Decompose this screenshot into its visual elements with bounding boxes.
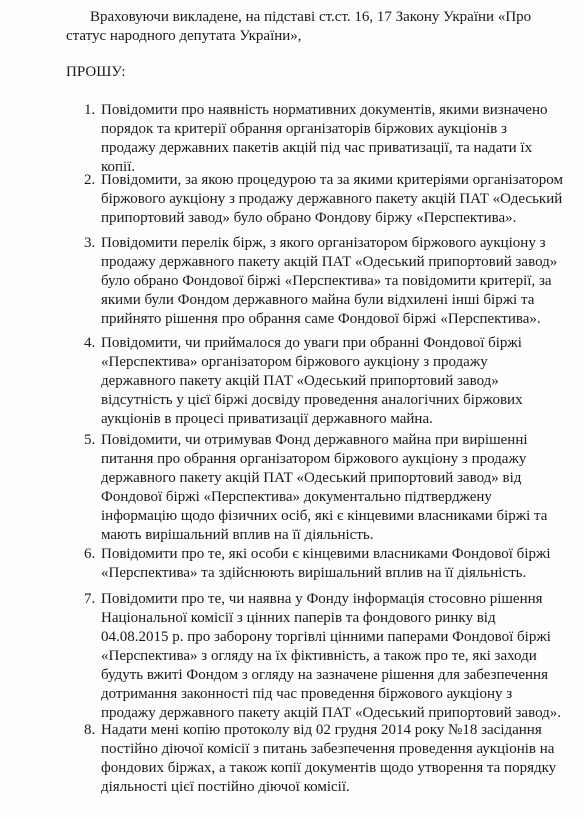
list-item-text: Повідомити, чи приймалося до уваги при обранні Фондової біржі «Перспектива» організатором біржового аукціону з продажу державного пакету акцій ПАТ «Одеський припортовий завод» відсутність у цієї біржі досвіду проведення аналогічних біржових аукціонів в процесі приватизації державного майна. <box>101 335 523 427</box>
list-item-number: 6. <box>84 546 96 562</box>
list-item-number: 7. <box>84 591 96 607</box>
list-item <box>84 590 564 723</box>
intro-paragraph: Враховуючи викладене, на підставі ст.ст. 16, 17 Закону України «Про статус народного депутата України», <box>66 9 532 44</box>
list-item <box>84 721 564 797</box>
request-heading: ПРОШУ: <box>66 64 126 80</box>
list-item-text: Повідомити про те, чи наявна у Фонду інформація стосовно рішення Національної комісії з цінних паперів та фондового ринку від 04.08.2015 р. про заборону торгівлі цінними паперами Фондової біржі «Перспектива» з огляду на їх фіктивність, а також про те, які заходи будуть вжиті Фондом з огляду на зазначене рішення для забезпечення дотримання законності під час проведення біржового аукціону з продажу державного пакету акцій ПАТ «Одеський припортовий завод». <box>101 591 562 721</box>
list-item-number: 8. <box>84 722 96 738</box>
list-item-number: 2. <box>84 172 96 188</box>
list-item-text: Повідомити перелік бірж, з якого організатором біржового аукціону з продажу державного пакету акцій ПАТ «Одеський припортовий завод» було обрано Фондової біржі «Перспектива» та повідомити критерії, за якими були Фондом державного майна були відхилені інші біржі та прийнято рішення про обрання саме Фондової біржі «Перспектива». <box>101 235 558 327</box>
list-item-number: 3. <box>84 235 96 251</box>
list-item <box>84 334 564 429</box>
list-item <box>84 101 564 177</box>
list-item <box>84 234 564 329</box>
list-item <box>84 545 564 583</box>
list-item-text: Надати мені копію протоколу від 02 грудня 2014 року №18 засідання постійно діючої комісії з питань забезпечення проведення аукціонів на фондових біржах, а також копії документів щодо утворення та порядку діяльності цієї постійно діючої комісії. <box>101 722 557 795</box>
list-item-number: 1. <box>84 102 96 118</box>
list-item-text: Повідомити про те, які особи є кінцевими власниками Фондової біржі «Перспектива» та здійснюють вирішальний вплив на її діяльність. <box>101 546 551 581</box>
list-item-text: Повідомити про наявність нормативних документів, якими визначено порядок та критерії обрання організаторів біржових аукціонів з продажу державних пакетів акцій під час приватизації, та надати їх копії. <box>101 102 548 175</box>
list-item <box>84 171 564 228</box>
list-item-text: Повідомити, чи отримував Фонд державного майна при вирішенні питання про обрання організатором біржового аукціону з продажу державного пакету акцій ПАТ «Одеський припортовий завод» від Фондової біржі «Перспектива» документально підтверджену інформацію щодо фізичних осіб, які є кінцевими власниками біржі та мають вирішальний вплив на її діяльність. <box>101 432 548 543</box>
list-item <box>84 431 564 545</box>
list-item-number: 5. <box>84 432 96 448</box>
list-item-number: 4. <box>84 335 96 351</box>
list-item-text: Повідомити, за якою процедурою та за якими критеріями організатором біржового аукціону з продажу державного пакету акцій ПАТ «Одеський припортовий завод» було обрано Фондову біржу «Перспектива». <box>101 172 563 226</box>
